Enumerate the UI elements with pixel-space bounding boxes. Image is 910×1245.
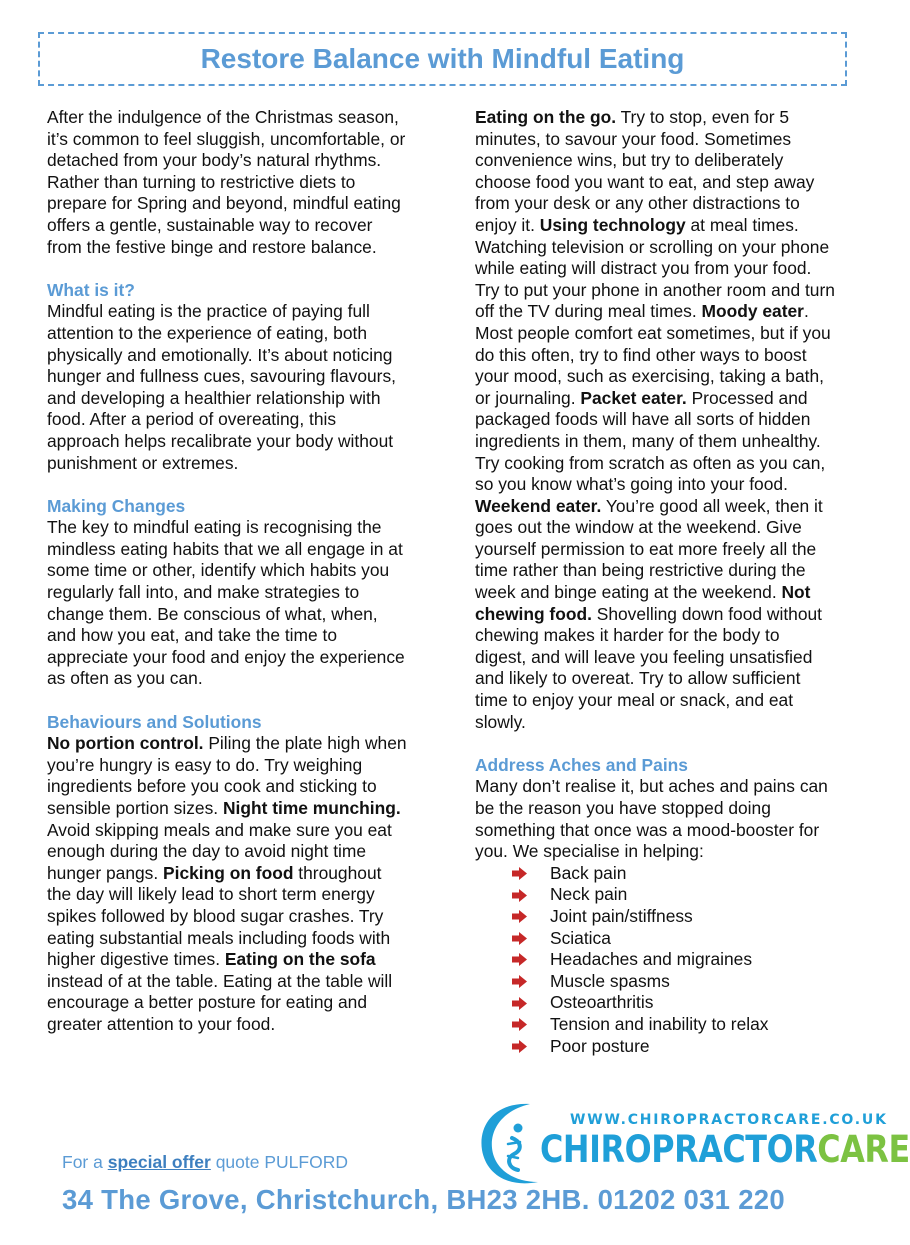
condition-label: Osteoarthritis: [550, 992, 654, 1013]
condition-label: Neck pain: [550, 884, 628, 905]
red-arrow-bullet-icon: [475, 889, 550, 902]
sofa-text: instead of at the table. Eating at the table will encourage a better posture for eating and greater attention to your food.: [47, 970, 393, 1034]
condition-label: Tension and inability to relax: [550, 1013, 769, 1034]
special-offer-line: [62, 1152, 348, 1173]
red-arrow-bullet-icon: [475, 997, 550, 1010]
chew-label: Not chewing food.: [475, 582, 811, 624]
condition-label: Joint pain/stiffness: [550, 905, 693, 926]
list-item: [475, 971, 835, 993]
making-changes-heading: Making Changes: [47, 495, 186, 516]
list-item: [475, 928, 835, 950]
list-item: [475, 884, 835, 906]
packet-label: Packet eater.: [580, 387, 687, 408]
red-arrow-bullet-icon: [475, 1040, 550, 1053]
address-phone-line: 34 The Grove, Christchurch, BH23 2HB. 01202 031 220: [62, 1184, 785, 1215]
condition-label: Headaches and migraines: [550, 949, 753, 970]
chiropractor-care-logo: [478, 1098, 910, 1190]
red-arrow-bullet-icon: [475, 910, 550, 923]
weekend-label: Weekend eater.: [475, 495, 602, 516]
title-banner: [38, 32, 847, 86]
list-item: [475, 863, 835, 885]
condition-label: Poor posture: [550, 1035, 650, 1056]
no-portion-label: No portion control.: [47, 733, 204, 754]
picking-text: throughout the day will likely lead to short term energy spikes followed by blood sugar crashes. Try eating substantial meals including foods with higher digestive times.: [47, 862, 391, 970]
special-offer-link[interactable]: special offer: [107, 1152, 211, 1172]
no-portion-text: Piling the plate high when you’re hungry is easy to do. Try weighing ingredients before you cook and sticking to sensible portion sizes.: [47, 733, 407, 818]
aches-paragraph: Many don’t realise it, but aches and pains can be the reason you have stopped doing something that once was a mood-booster for you. We specialise in helping:: [475, 776, 828, 862]
making-changes-paragraph: The key to mindful eating is recognising the mindless eating habits that we all engage in at some time or other, identify which habits you regularly fall into, and make strategies to change them. Be conscious of what, when, and how you eat, and take the time to appreciate your food and enjoy the experience as often as you can.: [47, 517, 405, 689]
tech-text: at meal times. Watching television or scrolling on your phone while eating will distract you from your food. Try to put your phone in another room and turn off the TV during meal times.: [475, 214, 835, 322]
red-arrow-bullet-icon: [475, 867, 550, 880]
chew-text: Shovelling down food without chewing makes it harder for the body to digest, and will leave you feeling unsatisfied and likely to overeat. Try to allow sufficient time to enjoy your meal or snack, and eat slowly.: [475, 603, 823, 732]
red-arrow-bullet-icon: [475, 1018, 550, 1031]
go-label: Eating on the go.: [475, 107, 617, 127]
red-arrow-bullet-icon: [475, 953, 550, 966]
moody-text: . Most people comfort eat sometimes, but if you do this often, try to find other ways to boost your mood, such as exercising, taking a bath, or journaling.: [475, 301, 831, 408]
night-text: Avoid skipping meals and make sure you eat enough during the day to avoid night time hunger pangs.: [47, 819, 392, 883]
logo-website: WWW.CHIROPRACTORCARE.CO.UK: [570, 1112, 888, 1128]
packet-text: Processed and packaged foods will have all sorts of hidden ingredients in them, many of them unhealthy. Try cooking from scratch as often as you can, so you know what’s going into your food.: [475, 387, 826, 495]
list-item: [475, 1036, 835, 1058]
sofa-label: Eating on the sofa: [224, 949, 376, 970]
go-text: Try to stop, even for 5 minutes, to savour your food. Sometimes convenience wins, but try to deliberately choose food you want to eat, and step away from your desk or any other distractions to enjoy it.: [475, 107, 815, 235]
condition-label: Sciatica: [550, 927, 611, 948]
offer-suffix: quote PULFORD: [210, 1152, 348, 1172]
logo-wordmark-blue: CHIROPRACTOR: [540, 1128, 818, 1171]
list-item: [475, 949, 835, 971]
right-column: [475, 107, 835, 1057]
red-arrow-bullet-icon: [475, 932, 550, 945]
list-item: [475, 906, 835, 928]
behaviours-paragraph: [47, 733, 407, 1035]
logo-wordmark: [540, 1128, 910, 1172]
what-is-it-heading: What is it?: [47, 279, 135, 300]
condition-label: Back pain: [550, 862, 627, 883]
red-arrow-bullet-icon: [475, 975, 550, 988]
logo-wordmark-green: CARE: [817, 1128, 910, 1171]
moody-label: Moody eater: [701, 301, 804, 322]
weekend-text: You’re good all week, then it goes out the window at the weekend. Give yourself permission to eat more freely all the time rather than being restrictive during the week and binge eating at the weekend.: [475, 495, 823, 603]
intro-paragraph: After the indulgence of the Christmas season, it’s common to feel sluggish, uncomfortable, or detached from your body’s natural rhythms. Rather than turning to restrictive diets to prepare for Spring and beyond, mindful eating offers a gentle, sustainable way to recover from the festive binge and restore balance.: [47, 107, 406, 257]
conditions-list: [475, 863, 835, 1057]
page-title: Restore Balance with Mindful Eating: [200, 43, 685, 74]
picking-label: Picking on food: [163, 862, 294, 883]
what-is-it-paragraph: Mindful eating is the practice of paying full attention to the experience of eating, both physically and emotionally. It’s about noticing hunger and fullness cues, savouring flavours, and developing a healthier relationship with food. After a period of overeating, this approach helps recalibrate your body without punishment or extremes.: [47, 301, 396, 473]
condition-label: Muscle spasms: [550, 970, 670, 991]
habits-paragraph: [475, 107, 835, 733]
list-item: [475, 992, 835, 1014]
offer-prefix: For a: [62, 1152, 108, 1172]
behaviours-heading: Behaviours and Solutions: [47, 711, 262, 732]
list-item: [475, 1014, 835, 1036]
aches-heading: Address Aches and Pains: [475, 754, 688, 775]
night-label: Night time munching.: [222, 798, 401, 818]
left-column: [47, 107, 407, 1036]
spine-swoosh-icon: [478, 1098, 548, 1190]
tech-label: Using technology: [539, 214, 686, 235]
